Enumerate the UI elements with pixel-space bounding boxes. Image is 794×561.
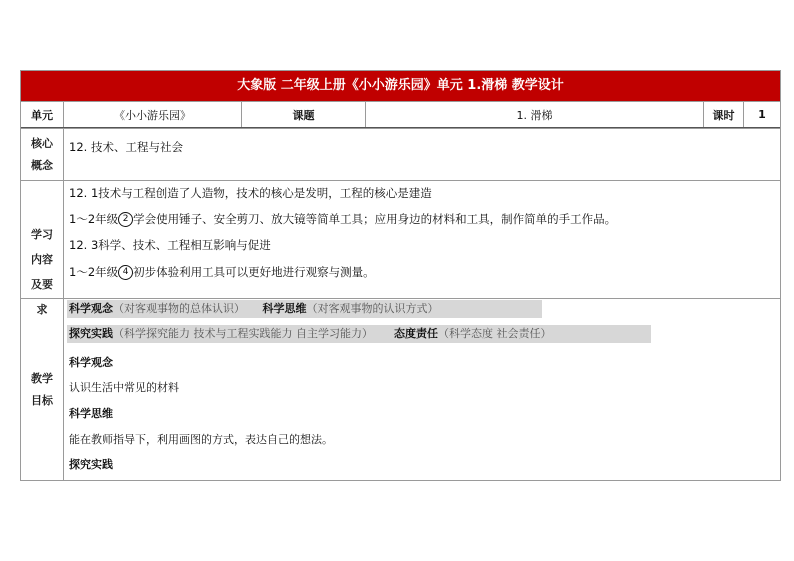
topic-value: 1. 滑梯 — [365, 102, 703, 127]
header-row — [21, 101, 780, 128]
hl-concept: 科学观念 — [69, 302, 113, 315]
req-line-4-text: 初步体验利用工具可以更好地进行观察与测量。 — [133, 265, 375, 279]
hl-thinking: 科学思维 — [262, 302, 307, 315]
hl-attitude: 态度责任 — [393, 327, 438, 340]
circled-number-2: 2 — [118, 212, 133, 227]
lesson-plan-table — [20, 70, 781, 481]
topic-label: 课题 — [241, 102, 365, 127]
page-title: 大象版 二年级上册《小小游乐园》单元 1.滑梯 教学设计 — [237, 78, 564, 93]
req-label-1: 学习 — [31, 228, 53, 241]
teaching-goals-block — [21, 298, 780, 480]
goal-heading-concept: 科学观念 — [69, 356, 113, 369]
hl-concept-desc: （对客观事物的总体认识） — [113, 302, 245, 315]
title-bar — [21, 71, 780, 101]
req-line-1: 12. 1技术与工程创造了人造物，技术的核心是发明，工程的核心是建造 — [69, 186, 432, 200]
req-line-2-grade: 1～2年级 — [69, 212, 119, 226]
period-value: 1 — [743, 102, 780, 127]
hl-thinking-desc: （对客观事物的认识方式） — [306, 302, 439, 315]
unit-label: 单元 — [31, 108, 53, 122]
core-concept-content — [63, 129, 780, 180]
core-label-line2: 概念 — [31, 158, 53, 172]
period-label: 课时 — [703, 102, 743, 127]
core-concept-label — [21, 129, 63, 180]
goal-heading-thinking: 科学思维 — [69, 407, 113, 420]
hl-practice-desc: （科学探究能力 技术与工程实践能力 自主学习能力） — [113, 327, 373, 340]
circled-number-4: 4 — [118, 265, 133, 280]
req-label-4: 求 — [36, 303, 48, 316]
hl-attitude-desc: （科学态度 社会责任） — [437, 327, 552, 340]
req-label-2: 内容 — [31, 253, 53, 266]
req-label-3: 及要 — [31, 278, 53, 291]
goals-label-line2: 目标 — [31, 393, 53, 407]
goal-heading-practice: 探究实践 — [69, 458, 113, 471]
unit-value: 《小小游乐园》 — [63, 102, 241, 127]
req-line-2-text: 学会使用锤子、安全剪刀、放大镜等简单工具；应用身边的材料和工具，制作简单的手工作品。 — [133, 212, 617, 226]
hl-practice: 探究实践 — [69, 327, 113, 340]
goal-dimensions-highlight-2 — [67, 325, 651, 343]
req-line-4-grade: 1～2年级 — [69, 265, 119, 279]
goal-thinking-text: 能在教师指导下，利用画图的方式，表达自己的想法。 — [69, 433, 333, 446]
goals-label-line1: 教学 — [31, 371, 53, 385]
core-label-line1: 核心 — [31, 136, 53, 150]
core-concept-row — [21, 128, 780, 180]
req-line-3: 12. 3科学、技术、工程相互影响与促进 — [69, 238, 271, 252]
core-concept-text: 12. 技术、工程与社会 — [69, 140, 183, 154]
goal-concept-text: 认识生活中常见的材料 — [69, 381, 179, 394]
teaching-goals-label — [21, 299, 63, 480]
goal-dimensions-highlight-1 — [67, 300, 542, 318]
teaching-goals-content — [63, 299, 780, 480]
req-line-2 — [69, 211, 616, 227]
req-line-4 — [69, 264, 375, 280]
